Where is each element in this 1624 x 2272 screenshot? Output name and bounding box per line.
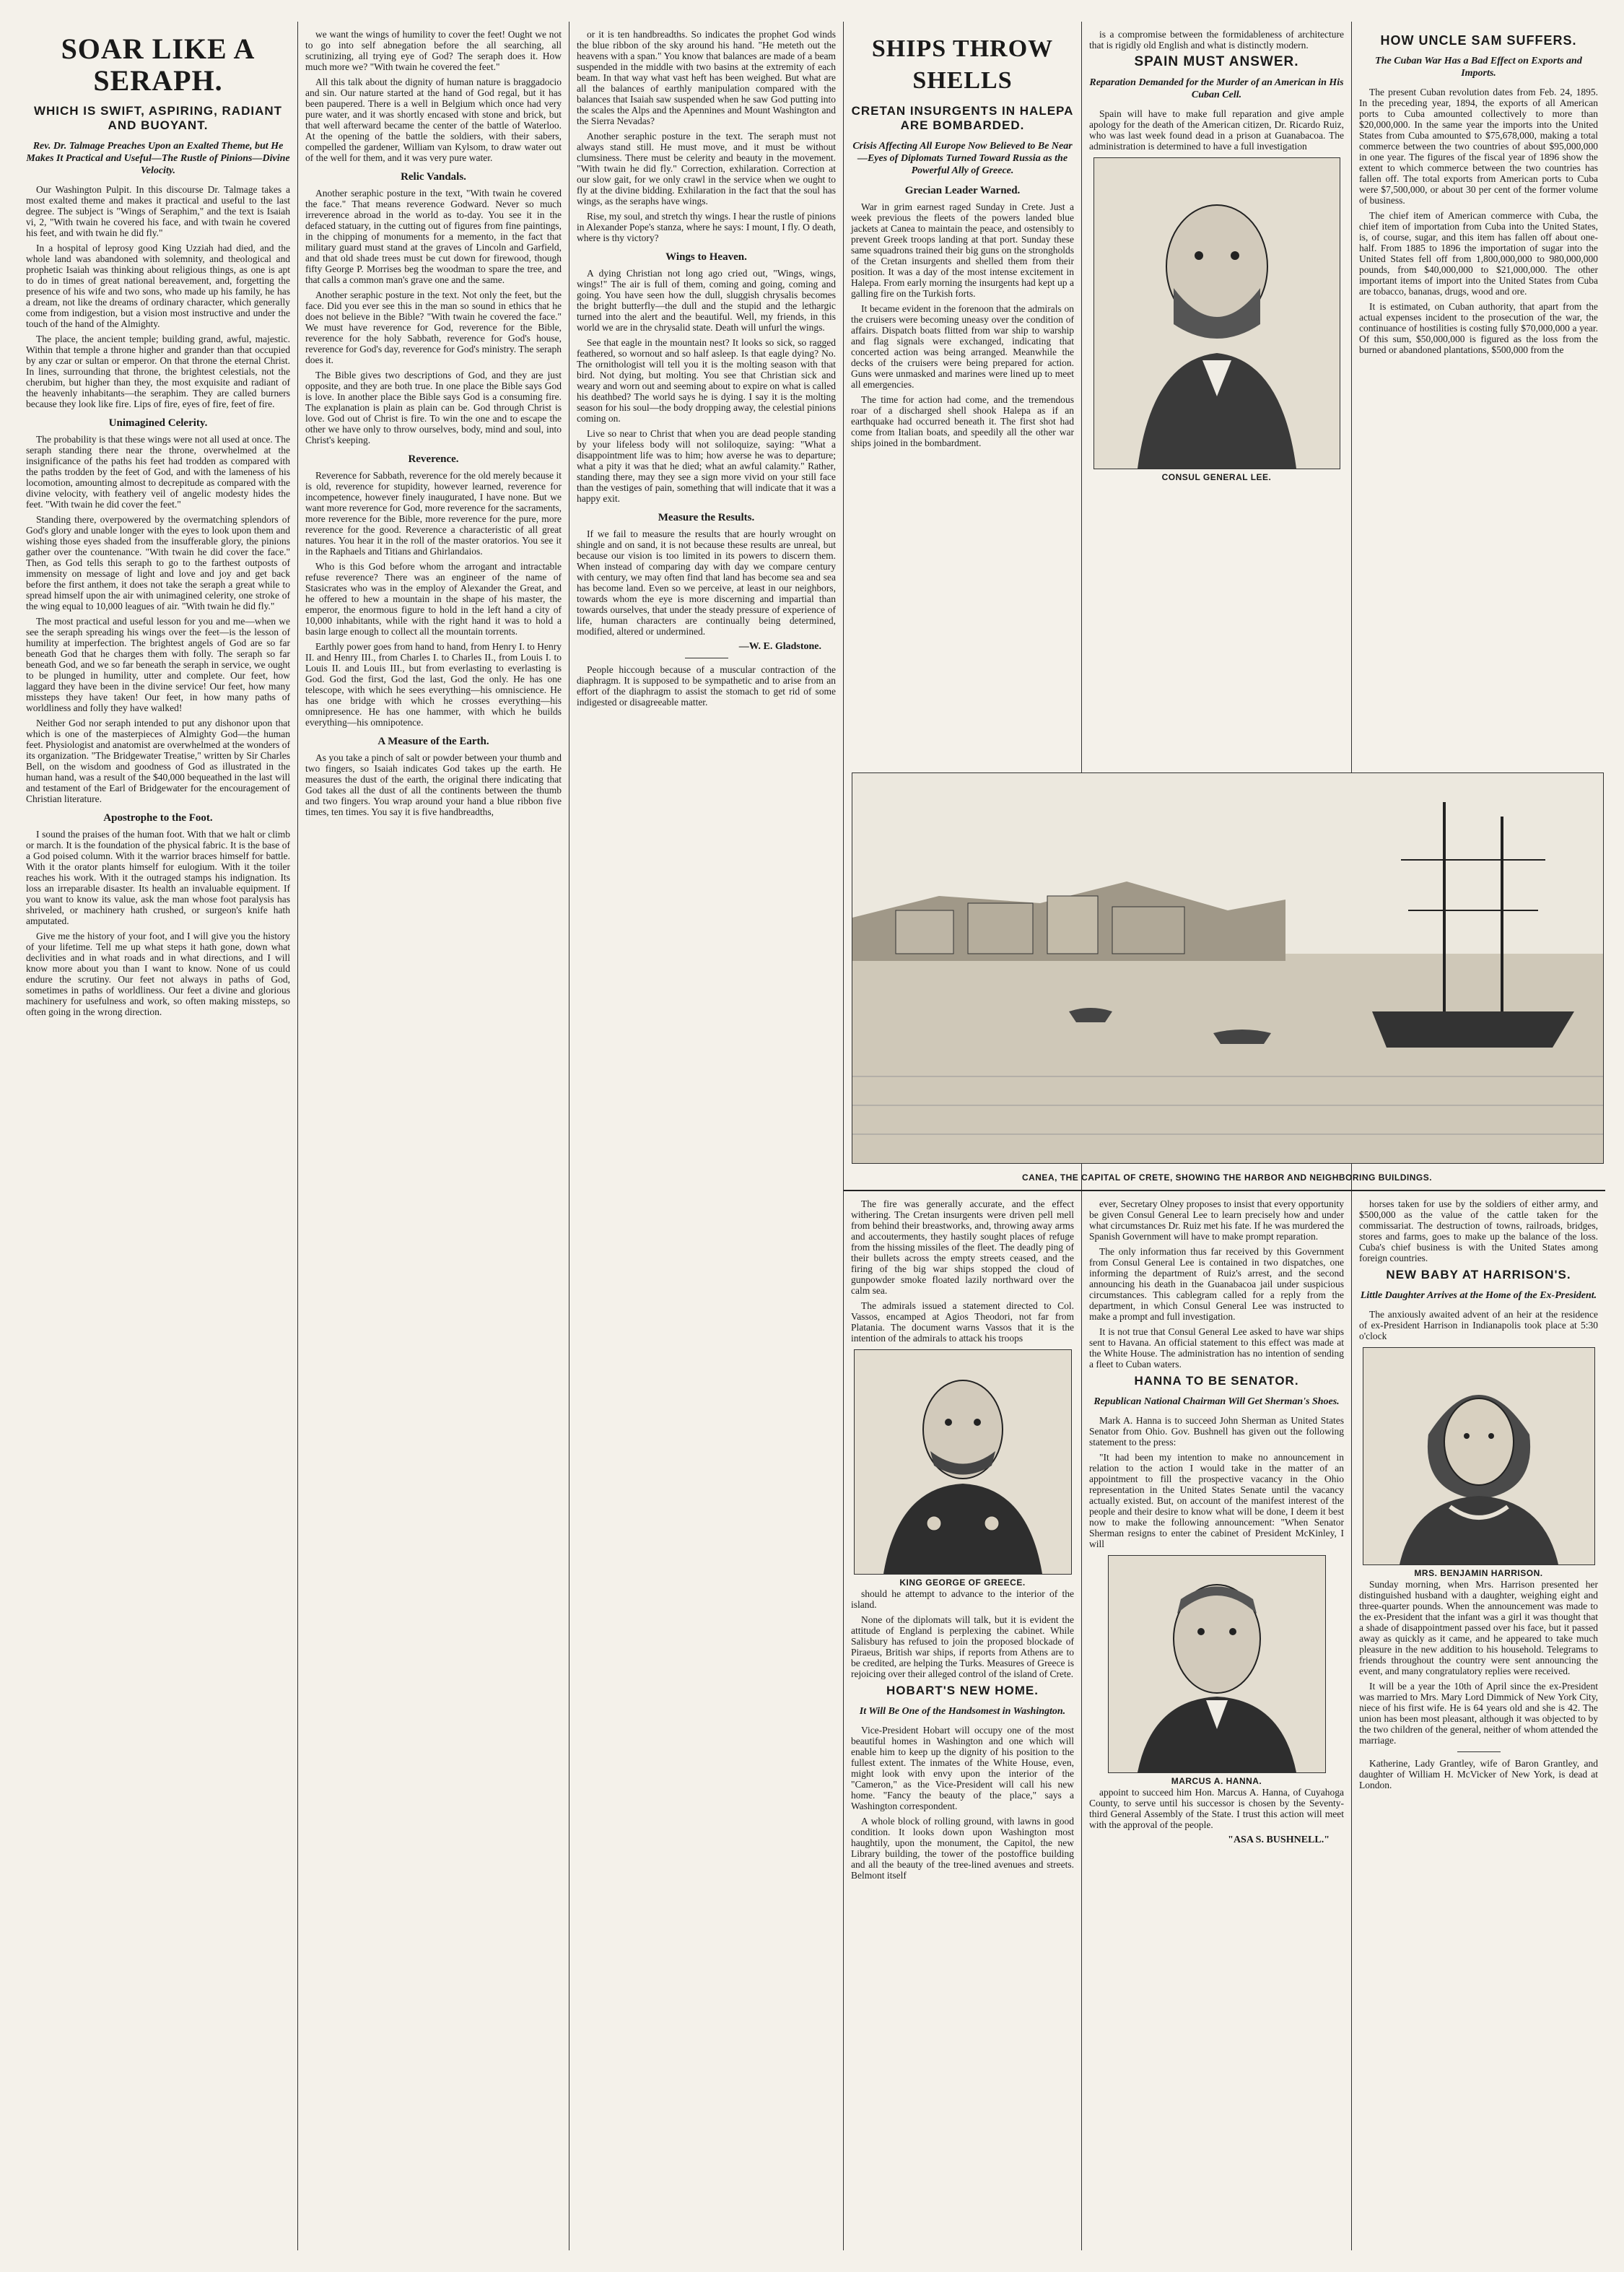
paragraph: The anxiously awaited advent of an heir at the residence of ex-President Harrison in Indianapolis took place at 5:30 o'clock	[1359, 1309, 1598, 1341]
paragraph: In a hospital of leprosy good King Uzziah had died, and the whole land was abandoned with solemnity, and theological and prophetic Isaiah was thinking about religious things, as one is apt to do in times of great national bereavement, and, forgetting the presence of his wife and two sons, who made up his family, he has a dream, not like the dreams of ordinary character, which generally come from indigestion, but a vision most instructive and under the touch of the hand of the Almighty.	[26, 243, 290, 329]
portrait-illustration	[1094, 158, 1340, 469]
caption-canea: CANEA, THE CAPITAL OF CRETE, SHOWING THE HARBOR AND NEIGHBORING BUILDINGS.	[1021, 1172, 1433, 1183]
subhead: Measure the Results.	[658, 512, 755, 523]
paragraph: Katherine, Lady Grantley, wife of Baron Grantley, and daughter of William H. McVicker of New York, is dead at London.	[1359, 1758, 1598, 1790]
paragraph: The fire was generally accurate, and the effect withering. The Cretan insurgents were driven pell mell from behind their breastworks, and, throwing away arms and accouterments, they hastily sought places of refuge from the hissing missiles of the fleet. The deadly ping of their bullets across the empty streets ceased, and the firing of the big war ships stopped the cloud of gunpowder smoke floated lazily northward over the calm sea.	[851, 1198, 1074, 1296]
paragraph: I sound the praises of the human foot. With that we halt or climb or march. It is the foundation of the physical fabric. It is the base of a God poised column. With it the warrior braces himself for battle. With it the orator plants himself for eulogium. With it the toiler reaches his work. With it the outraged stamps his indignation. Its loss an irreparable disaster. Its health an invaluable equipment. If you want to know its value, ask the man whose foot paralysis has shriveled, or machinery hath crushed, or surgeon's knife hath amputated.	[26, 829, 290, 926]
column-6-top	[1352, 29, 1605, 758]
paragraph: "It had been my intention to make no announcement in relation to the action I would take in the matter of an appointment to fill the prospective vacancy in the Ohio representation in the United States Senate until the vacancy actually existed. But, on account of the manifest interest of the people and their desire to know what will be done, I deem it best now to make the following announcement: "When Senator Sherman resigns to enter the cabinet of President McKinley, I will	[1089, 1452, 1344, 1549]
paragraph: Live so near to Christ that when you are dead people standing by your lifeless body will not soliloquize, saying: "What a disappointment life was to him; how averse he was to departure; what a pity it was that he died; what an awful calamity." Rather, standing there, may they see a sign more vivid on your still face than the vestiges of pain, something that will indicate that it was a happy exit.	[577, 428, 836, 504]
portrait-king-george	[854, 1349, 1072, 1575]
signature: —W. E. Gladstone.	[738, 641, 821, 652]
subdeck-hobart: It Will Be One of the Handsomest in Washington.	[859, 1706, 1066, 1717]
paragraph: War in grim earnest raged Sunday in Crete. Just a week previous the fleets of the powers landed blue jackets at Canea to maintain the peace, and ostensibly to prevent Greek troops landing at that port. Sunday these same squadrons trained their big guns on the strongholds of the Cretan insurgents and shelled them from their position. It was a day of the most intense excitement in Halepa. From early morning the insurgents had kept up a galling fire on the Turkish forts.	[851, 201, 1074, 299]
paragraph: See that eagle in the mountain nest? It looks so sick, so ragged feathered, so wornout and so half asleep. Is that eagle dying? No. The ornithologist will tell you it is the molting season with that bird. Not dying, but molting. You see that Christian sick and weary and worn out and seeming about to expire on what is called his deathbed? The world says he is dying. I say it is the molting season for his soul—the body dropping away, the celestial pinions coming on.	[577, 337, 836, 424]
headline-baby: NEW BABY AT HARRISON'S.	[1386, 1268, 1571, 1281]
paragraph: A whole block of rolling ground, with lawns in good condition. It looks down upon Washington most haughtily, upon the monument, the Capitol, the new Library building, the tower of the postoffice building and all the beauty of the tree-lined avenues and streets. Belmont itself	[851, 1816, 1074, 1881]
paragraph: All this talk about the dignity of human nature is braggadocio and sin. Our nature started at the hand of God regal, but it has been paupered. There is a well in Belgium which once had very pure water, and it was shortly encased with stone and brick, but that well afterward became the center of the battle of Waterloo. At the opening of the battle the soldiers, with their sabers, compelled the gardener, William van Kylsom, to draw water out of the well for them, and it was very pure water.	[305, 77, 562, 163]
subhead: Relic Vandals.	[401, 171, 466, 183]
subdeck-ships: Crisis Affecting All Europe Now Believed to Be Near—Eyes of Diplomats Turned Toward Russia as the Powerful Ally of Greece.	[852, 141, 1073, 176]
paragraph: The time for action had come, and the tremendous roar of a discharged shell shook Halepa as if an earthquake had occurred beneath it. The first shot had come from Italian boats, and speedily all the other war ships joined in the bombardment.	[851, 394, 1074, 448]
harbor-illustration	[852, 773, 1603, 1163]
subdeck-baby: Little Daughter Arrives at the Home of the Ex-President.	[1360, 1290, 1597, 1301]
portrait-mrs-harrison	[1363, 1347, 1595, 1565]
subdeck-uncle-sam: The Cuban War Has a Bad Effect on Exports and Imports.	[1375, 56, 1582, 79]
portrait-illustration	[1109, 1556, 1325, 1772]
column-3	[569, 29, 843, 2245]
horizontal-rule	[844, 1190, 1605, 1191]
subhead: Wings to Heaven.	[665, 251, 747, 263]
paragraph: Rise, my soul, and stretch thy wings. I hear the rustle of pinions in Alexander Pope's stanza, where he says: I mount, I fly. O death, where is thy victory?	[577, 211, 836, 243]
paragraph: Our Washington Pulpit. In this discourse Dr. Talmage takes a most exalted theme and makes it practical and useful to the last degree. The subject is "Wings of Seraphim," and the text is Isaiah vi, 2, "With twain he covered his face, and with twain he covered his feet, and with twain he did fly."	[26, 184, 290, 238]
portrait-illustration	[1363, 1348, 1594, 1564]
paragraph: Neither God nor seraph intended to put any dishonor upon that which is one of the masterpieces of Almighty God—the human feet. Physiologist and anatomist are overwhelmed at the wonders of its organization. "The Bridgewater Treatise," written by Sir Charles Bell, on the wisdom and goodness of God as illustrated in the human hand, was a result of the $40,000 bequeathed in the last will and testament of the Earl of Bridgewater for the encouragement of Christian literature.	[26, 718, 290, 804]
caption: CONSUL GENERAL LEE.	[1161, 472, 1272, 482]
separator	[1457, 1751, 1501, 1752]
subhead: Unimagined Celerity.	[108, 417, 208, 429]
column-5-bottom	[1082, 1198, 1351, 2245]
paragraph: Mark A. Hanna is to succeed John Sherman as United States Senator from Ohio. Gov. Bushnell has given out the following statement to the press:	[1089, 1415, 1344, 1448]
caption: KING GEORGE OF GREECE.	[899, 1577, 1026, 1588]
portrait-illustration	[855, 1350, 1071, 1574]
paragraph: None of the diplomats will talk, but it is evident the attitude of England is perplexing the cabinet. While Salisbury has refused to join the proposed blockade of Piraeus, British war ships, if reports from Athens are to be credited, are helping the Turks. Measures of Greece is rejoicing over their alleged control of the island of Crete.	[851, 1614, 1074, 1679]
paragraph: Standing there, overpowered by the overmatching splendors of God's glory and unable longer with the eyes to look upon them and wishing those eyes shaded from the insufferable glory, the pinions gather over the countenance. "With twain he did cover the face." Then, as God tells this seraph to go to the farthest outposts of immensity on message of light and love and joy and get back before the first anthem, it does not take the seraph a great while to spread himself upon the air with unimagined celerity, one stroke of the wing equal to 10,000 leagues of air. "With twain he did fly."	[26, 514, 290, 611]
caption: MRS. BENJAMIN HARRISON.	[1414, 1568, 1543, 1578]
paragraph: Another seraphic posture in the text, "With twain he covered the face." That means reverence Godward. Never so much irreverence abroad in the world as to-day. You see it in the defaced statuary, in the cutting out of figures from fine paintings, in the chipping of monuments for a memento, in the fact that military guard must stand at the graves of Lincoln and Garfield, and that old shade trees must be cut down for firewood, though fifty George P. Morrises beg the woodman to spare the tree, and that calls a common man's grave one and the same.	[305, 188, 562, 285]
deck-ships: CRETAN INSURGENTS IN HALEPA ARE BOMBARDED.	[851, 104, 1074, 132]
paragraph: It is estimated, on Cuban authority, that apart from the actual expenses incident to the prosecution of the war, the continuance of hostilities is costing fully $70,000,000 a year. Of this sum, $50,000,000 is figured as the loss from the burned or abandoned plantations, $500,000 from the	[1359, 301, 1598, 355]
paragraph: The present Cuban revolution dates from Feb. 24, 1895. In the preceding year, 1894, the exports of all American ports to Cuba amounted collectively to more than $20,000,000. In the same year the imports into the United States from Cuba amounted to $75,678,000, making a total commerce between the two countries of about $95,000,000 in one year. The figures of the fiscal year of 1896 show the extent to which commerce between the two countries has fallen off. The total exports from American ports to Cuba were $7,500,000, or about 30 per cent of the former volume of business.	[1359, 87, 1598, 206]
paragraph: we want the wings of humility to cover the feet! Ought we not to go into self abnegation before the all searching, all scrutinizing, all trying eye of God? The seraph does it. How much more we? "With twain he covered the feet."	[305, 29, 562, 72]
portrait-marcus-hanna	[1108, 1555, 1326, 1773]
subdeck-soar: Rev. Dr. Talmage Preaches Upon an Exalted Theme, but He Makes It Practical and Useful—The Rustle of Pinions—Divine Velocity.	[26, 141, 290, 176]
column-4-top	[844, 29, 1081, 758]
paragraph: The place, the ancient temple; building grand, awful, majestic. Within that temple a throne higher and grander than that occupied by any czar or sultan or emperor. On that throne the eternal Christ. In lines, surrounding that throne, the brightest celestials, not the cherubim, but higher than they, the most exquisite and radiant of the heavenly inhabitants—the seraphim. They are called burners because they look like fire. Lips of fire, eyes of fire, feet of fire.	[26, 334, 290, 409]
subhead: Reverence.	[408, 453, 459, 465]
paragraph: Another seraphic posture in the text. Not only the feet, but the face. Did you ever see this in the man so sound in ethics that he does not believe in the Bible? "With twain he covered the face." We must have reverence for God, reverence for the Bible, reverence for the holy Sabbath, reverence for God's house, reverence for God's day, reverence for God's ministry. The seraph does it.	[305, 290, 562, 365]
paragraph: If we fail to measure the results that are hourly wrought on shingle and on sand, it is not because these results are unreal, but because our vision is too limited in its powers to discern them. When instead of comparing day with day we compare century with century, we may often find that land has become sea and sea has become land. Even so we perceive, at least in our neighbors, towards whom the eye is more discerning and impartial than towards ourselves, that under the steady pressure of experience of life, human characters are continually being determined, modified, altered or undermined.	[577, 528, 836, 637]
paragraph: Earthly power goes from hand to hand, from Henry I. to Henry II. and Henry III., from Charles I. to Charles II., from Louis I. to Louis II. and Louis III., but from everlasting to everlasting is God. God the first, God the last, God the only. He has one telescope, with which he sees everything—his omniscience. He has one bridge with which he crosses everything—his omnipresence. He has one hammer, with which he builds everything—his omnipotence.	[305, 641, 562, 728]
paragraph: It will be a year the 10th of April since the ex-President was married to Mrs. Mary Lord Dimmick of New York City, niece of his first wife. He is 64 years old and she is 42. The union has been most pleasant, although it was objected to by the two children of the general, neither of whom attended the marriage.	[1359, 1681, 1598, 1746]
paragraph: should he attempt to advance to the interior of the island.	[851, 1588, 1074, 1610]
headline-soar: SOAR LIKE A SERAPH.	[61, 32, 256, 97]
paragraph: The only information thus far received by this Government from Consul General Lee is contained in two dispatches, one informing the department of Ruiz's arrest, and the second announcing his death in the Guanabacoa jail under suspicious circumstances. This cablegram called for a reply from the department, in which Consul General Lee was instructed to make a prompt and full investigation.	[1089, 1246, 1344, 1322]
column-5-top	[1082, 29, 1351, 758]
paragraph: The probability is that these wings were not all used at once. The seraph standing there near the throne, overwhelmed at the insignificance of the paths his feet had trodden as compared with the paths trodden by the feet of God, and with the lameness of his locomotion, amounting almost to decrepitude as compared with the divine velocity, with feathery veil of angelic modesty hides the feet. "With twain he did cover the feet."	[26, 434, 290, 510]
headline-spain: SPAIN MUST ANSWER.	[1134, 54, 1299, 69]
paragraph: appoint to succeed him Hon. Marcus A. Hanna, of Cuyahoga County, to serve until his successor is chosen by the Seventy-third General Assembly of the State. I trust this action will meet with the approval of the people.	[1089, 1787, 1344, 1830]
paragraph: The chief item of American commerce with Cuba, the chief item of importation from Cuba into the United States, is, of course, sugar, and this item has fallen off about one-half. From 1885 to 1896 the importation of sugar into the United States fell off from 1,800,000,000 to 980,000,000 pounds, from $40,000,000 to $21,000,000. The other important items of import into the United States from Cuba are tobacco, bananas, drugs, wood and ore.	[1359, 210, 1598, 297]
deck-soar: WHICH IS SWIFT, ASPIRING, RADIANT AND BUOYANT.	[33, 104, 283, 132]
headline-ships: SHIPS THROW SHELLS	[871, 35, 1054, 94]
paragraph: Another seraphic posture in the text. The seraph must not always stand still. He must move, and it must be without clumsiness. There must be celerity and beauty in the movement. "With twain he did fly." Correction, exhilaration. Correction at our slow gait, for we only crawl in the service when we ought to fly at the divine bidding. Exhilaration in the fact that the soul has wings, as the seraphs have wings.	[577, 131, 836, 206]
paragraph: The admirals issued a statement directed to Col. Vassos, encamped at Agios Theodori, not far from Platania. The document warns Vassos that it is the intention of the admirals to attack his troops	[851, 1300, 1074, 1344]
paragraph: People hiccough because of a muscular contraction of the diaphragm. It is supposed to be sympathetic and to arise from an effort of the diaphragm to assist the stomach to get rid of some indigested or disagreeable matter.	[577, 664, 836, 708]
subdeck-hanna: Republican National Chairman Will Get Sherman's Shoes.	[1093, 1396, 1340, 1407]
column-2	[298, 29, 569, 2245]
paragraph: Spain will have to make full reparation and give ample apology for the death of the American citizen, Dr. Ricardo Ruiz, who was last week found dead in a prison at Guanabacoa. The administration is determined to have a full investigation	[1089, 108, 1344, 152]
caption: MARCUS A. HANNA.	[1171, 1776, 1262, 1786]
subhead: Grecian Leader Warned.	[904, 185, 1021, 196]
column-1	[19, 29, 297, 2245]
subhead: Apostrophe to the Foot.	[103, 812, 213, 824]
paragraph: Sunday morning, when Mrs. Harrison presented her distinguished husband with a daughter, weighing eight and three-quarter pounds. When the announcement was made to the ex-President that the infant was a girl it was thought that a shade of disappointment passed over his face, but it passed away as quickly as it came, and he appeared to take much pleasure in the new addition to his household. Telegrams to friends throughout the country were sent announcing the event, and many congratulatory replies were received.	[1359, 1579, 1598, 1676]
paragraph: The Bible gives two descriptions of God, and they are just opposite, and they are both true. In one place the Bible says God is love. In another place the Bible says God is a consuming fire. The explanation is plain as plain can be. God through Christ is love. God out of Christ is fire. To win the one and to escape the other we have only to throw ourselves, body, mind and soul, into Christ's keeping.	[305, 370, 562, 445]
illustration-canea-harbor	[852, 772, 1604, 1164]
headline-uncle-sam: HOW UNCLE SAM SUFFERS.	[1380, 33, 1577, 48]
paragraph: horses taken for use by the soldiers of either army, and $500,000 as the value of the cattle taken for the commissariat. The destruction of towns, railroads, bridges, stores and farms, goes to make up the balance of the loss. Cuba's chief business is with the United States among foreign countries.	[1359, 1198, 1598, 1263]
paragraph: ever, Secretary Olney proposes to insist that every opportunity be given Consul General Lee to learn precisely how and under what circumstances Dr. Ruiz met his fate. If he was murdered the Spanish Government will have to make prompt reparation.	[1089, 1198, 1344, 1242]
paragraph: It became evident in the forenoon that the admirals on the cruisers were becoming uneasy over the condition of affairs. Dispatch boats flitted from war ship to warship and flag signals were exchanged, indicating that concerted action was being arranged. Meanwhile the decks of the cruisers were being prepared for action. Guns were unmasked and marines were lined up to meet all emergencies.	[851, 303, 1074, 390]
column-4-bottom	[844, 1198, 1081, 2245]
portrait-consul-lee	[1093, 157, 1340, 469]
paragraph: As you take a pinch of salt or powder between your thumb and two fingers, so Isaiah indicates God takes up the earth. He measures the dust of the earth, the original there indicating that God takes all the dust of all the continents between the thumb and two fingers. You wrap around your hand a blue ribbon five times, ten times. You say it is five handbreadths,	[305, 752, 562, 817]
signature: "ASA S. BUSHNELL."	[1228, 1834, 1330, 1845]
paragraph: Who is this God before whom the arrogant and intractable refuse reverence? There was an engineer of the name of Stasicrates who was in the employ of Alexander the Great, and he offered to hew a mountain in the shape of his master, the emperor, the enormous figure to hold in the left hand a city of 10,000 inhabitants, while with the right hand it was to hold a basin large enough to collect all the mountain torrents.	[305, 561, 562, 637]
paragraph: The most practical and useful lesson for you and me—when we see the seraph spreading his wings over the feet—is the lesson of humility at imperfection. The brightest angels of God are so far beneath God that he charges them with folly. The seraph so far beneath God, and we so far beneath the seraph in service, we ought to be plunged in humility, utter and complete. Our feet, how laggard they have been in the divine service! Our feet, how many missteps they have taken! Our feet, in how many paths of worldliness and folly they have walked!	[26, 616, 290, 713]
paragraph: Reverence for Sabbath, reverence for the old merely because it is old, reverence for stupidity, however learned, reverence for incompetence, however finely inaugurated, I have none. But we want more reverence for God, more reverence for the sacraments, more reverence for the Bible, more reverence for the pure, more reverence for the good. Reverence a characteristic of all great natures. You hear it in the roll of the master oratorios. You see it in the Raphaels and Titians and Ghirlandaios.	[305, 470, 562, 557]
paragraph: Vice-President Hobart will occupy one of the most beautiful homes in Washington and one which will enable him to keep up the dignity of his position to the fullest extent. The inmates of the White House, even, might look with envy upon the interior of the "Cameron," as the Vice-President will call his new home. "Fancy the beauty of the place," says a Washington correspondent.	[851, 1725, 1074, 1811]
paragraph: Give me the history of your foot, and I will give you the history of your lifetime. Tell me up what steps it hath gone, down what declivities and in what roads and in what directions, and I will know more about you than I want to know. None of us could endure the scrutiny. Our feet not always in paths of God, sometimes in paths of worldliness. Our feet a divine and glorious machinery for usefulness and work, so often making missteps, so often going in the wrong direction.	[26, 931, 290, 1017]
paragraph: is a compromise between the formidableness of architecture that is rigidly old English and what is distinctly modern.	[1089, 29, 1344, 51]
column-6-bottom	[1352, 1198, 1605, 2245]
paragraph: or it is ten handbreadths. So indicates the prophet God winds the blue ribbon of the sky around his hand. "He meteth out the heavens with a span." You know that balances are made of a beam suspended in the middle with two basins at the extremity of each beam. In that way what vast heft has been weighed. But what are all the balances of earthly manipulation compared with the balances that Isaiah saw suspended when he saw God putting into the scales the Alps and the Apennines and Mount Washington and the Sierra Nevadas?	[577, 29, 836, 126]
paragraph: It is not true that Consul General Lee asked to have war ships sent to Havana. An official statement to this effect was made at the White House. The administration has no intention of sending a fleet to Cuban waters.	[1089, 1326, 1344, 1370]
subhead: A Measure of the Earth.	[377, 736, 489, 747]
subdeck-spain: Reparation Demanded for the Murder of an American in His Cuban Cell.	[1089, 77, 1344, 100]
paragraph: A dying Christian not long ago cried out, "Wings, wings, wings!" The air is full of them, coming and going, coming and going. You have seen how the dull, sluggish chrysalis becomes the bright butterfly—the dull and the stupid and the lethargic turned into the alert and the beautiful. Well, my friends, in this world we are in the chrysalid state. Death will unfurl the wings.	[577, 268, 836, 333]
headline-hobart: HOBART'S NEW HOME.	[886, 1684, 1039, 1697]
headline-hanna: HANNA TO BE SENATOR.	[1134, 1374, 1299, 1388]
